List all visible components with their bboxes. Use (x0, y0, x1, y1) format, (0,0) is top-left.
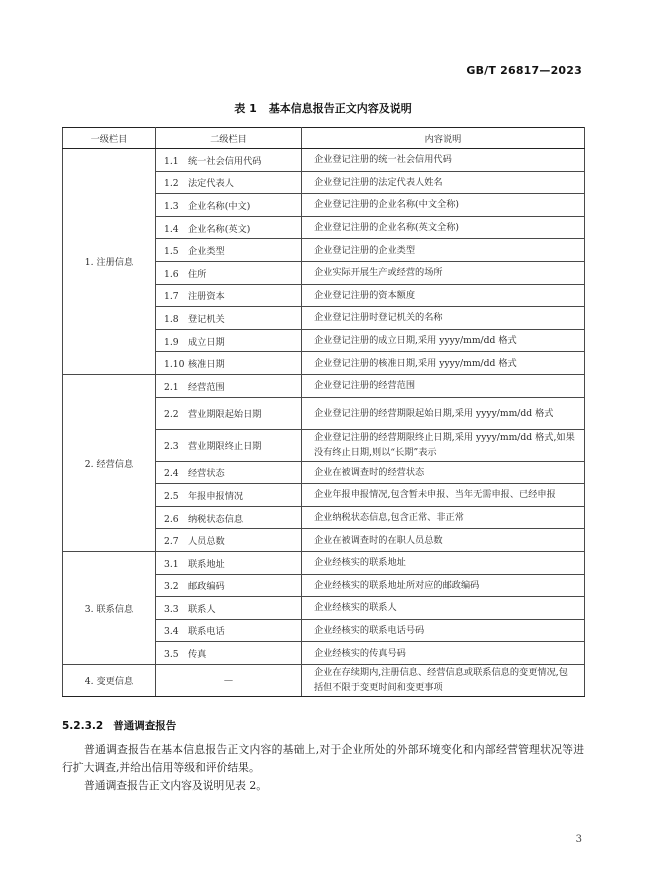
item-name: 企业名称(中文) (188, 200, 251, 212)
item-number: 3.1 (164, 558, 179, 570)
item-name: 企业类型 (188, 246, 225, 258)
item-name: 联系人 (188, 603, 216, 615)
item-number: 1.8 (164, 313, 179, 325)
item-name: 传真 (188, 649, 207, 661)
paragraph: 普通调查报告正文内容及说明见表 2。 (84, 779, 268, 792)
item-name: 法定代表人 (188, 178, 234, 190)
section-number: 5.2.3.2 (62, 720, 104, 732)
item-number: 2.6 (164, 513, 179, 525)
item-number: 1.9 (164, 336, 179, 348)
item-number: 2.4 (164, 468, 179, 480)
item-description: 企业在存续期内,注册信息、经营信息或联系信息的变更情况,包括但不限于变更时间和变更事项 (302, 664, 585, 696)
item-name: 核准日期 (188, 359, 225, 371)
level2-item (156, 374, 302, 397)
level2-item (156, 461, 302, 484)
item-name: 注册资本 (188, 291, 225, 303)
level2-item (156, 484, 302, 507)
item-description: 企业年报申报情况,包含暂未申报、当年无需申报、已经申报 (302, 484, 585, 507)
table-row (63, 551, 585, 574)
item-number: 3.4 (164, 626, 179, 638)
item-number: 2.3 (164, 441, 179, 453)
item-name: 营业期限终止日期 (188, 441, 262, 453)
level2-item (156, 529, 302, 552)
table-caption (0, 100, 646, 116)
level2-item (156, 352, 302, 375)
level2-item (156, 284, 302, 307)
standard-code: GB/T 26817—2023 (466, 64, 582, 77)
item-number: 2.1 (164, 381, 179, 393)
item-description: 企业经核实的传真号码 (302, 642, 585, 665)
table-row (63, 374, 585, 397)
item-description: 企业在被调查时的在职人员总数 (302, 529, 585, 552)
table-header-row (63, 128, 585, 149)
level2-item (156, 307, 302, 330)
item-number: 2.2 (164, 409, 179, 421)
item-description: 企业经核实的联系电话号码 (302, 619, 585, 642)
column-header-level1: 一级栏目 (63, 128, 156, 149)
item-name: 登记机关 (188, 313, 225, 325)
level2-item (156, 574, 302, 597)
item-description: 企业登记注册的法定代表人姓名 (302, 171, 585, 194)
item-name: 人员总数 (188, 536, 225, 548)
table-number: 表 1 (234, 102, 257, 115)
item-number: 3.2 (164, 581, 179, 593)
item-name: 成立日期 (188, 336, 225, 348)
level2-item (156, 429, 302, 461)
table-body (63, 149, 585, 697)
level2-item (156, 619, 302, 642)
item-name: 营业期限起始日期 (188, 409, 262, 421)
item-number: 1.7 (164, 291, 179, 303)
item-name: 纳税状态信息 (188, 513, 244, 525)
item-description: 企业登记注册的核准日期,采用 yyyy/mm/dd 格式 (302, 352, 585, 375)
section-title: 普通调查报告 (113, 720, 177, 732)
level2-item (156, 261, 302, 284)
item-description: 企业经核实的联系地址 (302, 551, 585, 574)
level2-item (156, 506, 302, 529)
item-number: 1.5 (164, 246, 179, 258)
level1-category: 1. 注册信息 (63, 149, 156, 375)
item-description: 企业登记注册的成立日期,采用 yyyy/mm/dd 格式 (302, 329, 585, 352)
item-number: 1.6 (164, 268, 179, 280)
item-number: 1.4 (164, 223, 179, 235)
level2-item (156, 239, 302, 262)
level2-item (156, 597, 302, 620)
item-description: 企业登记注册的企业名称(中文全称) (302, 194, 585, 217)
item-name: 统一社会信用代码 (188, 155, 262, 167)
level1-category: 3. 联系信息 (63, 551, 156, 664)
item-number: 1.3 (164, 200, 179, 212)
item-description: 企业登记注册时登记机关的名称 (302, 307, 585, 330)
section-heading (62, 718, 176, 733)
item-description: 企业在被调查时的经营状态 (302, 461, 585, 484)
item-name: 企业名称(英文) (188, 223, 251, 235)
basic-info-table (62, 127, 585, 697)
item-description: 企业登记注册的企业类型 (302, 239, 585, 262)
item-description: 企业实际开展生产或经营的场所 (302, 261, 585, 284)
item-description: 企业经核实的联系地址所对应的邮政编码 (302, 574, 585, 597)
item-number: 1.1 (164, 155, 179, 167)
table-row (63, 664, 585, 696)
level2-item (156, 216, 302, 239)
item-name: 邮政编码 (188, 581, 225, 593)
item-name: 经营范围 (188, 381, 225, 393)
item-description: 企业登记注册的企业名称(英文全称) (302, 216, 585, 239)
item-number: 3.3 (164, 603, 179, 615)
item-number: 1.10 (164, 359, 185, 371)
item-name: 经营状态 (188, 468, 225, 480)
item-description: 企业登记注册的经营期限起始日期,采用 yyyy/mm/dd 格式 (302, 397, 585, 429)
level2-item (156, 171, 302, 194)
item-number: 2.5 (164, 490, 179, 502)
level2-item (156, 642, 302, 665)
item-name: 住所 (188, 268, 207, 280)
level2-empty-dash: — (156, 664, 302, 696)
item-description: 企业纳税状态信息,包含正常、非正常 (302, 506, 585, 529)
level1-category: 4. 变更信息 (63, 664, 156, 696)
item-number: 1.2 (164, 178, 179, 190)
item-description: 企业登记注册的经营范围 (302, 374, 585, 397)
level2-item (156, 551, 302, 574)
paragraph: 普通调查报告在基本信息报告正文内容的基础上,对于企业所处的外部环境变化和内部经营管理状况等进行扩大调查,并给出信用等级和评价结果。 (62, 743, 584, 774)
level2-item (156, 194, 302, 217)
item-name: 联系电话 (188, 626, 225, 638)
column-header-level2: 二级栏目 (156, 128, 302, 149)
level2-item (156, 149, 302, 172)
table-title: 基本信息报告正文内容及说明 (268, 102, 412, 115)
item-description: 企业登记注册的资本额度 (302, 284, 585, 307)
item-description: 企业登记注册的经营期限终止日期,采用 yyyy/mm/dd 格式,如果没有终止日期,则以“长期”表示 (302, 429, 585, 461)
level1-category: 2. 经营信息 (63, 374, 156, 551)
item-number: 2.7 (164, 536, 179, 548)
table-row (63, 149, 585, 172)
item-description: 企业登记注册的统一社会信用代码 (302, 149, 585, 172)
item-name: 联系地址 (188, 558, 225, 570)
page-number: 3 (575, 834, 582, 845)
item-number: 3.5 (164, 649, 179, 661)
column-header-description: 内容说明 (302, 128, 585, 149)
item-name: 年报申报情况 (188, 490, 244, 502)
level2-item (156, 397, 302, 429)
item-description: 企业经核实的联系人 (302, 597, 585, 620)
level2-item (156, 329, 302, 352)
